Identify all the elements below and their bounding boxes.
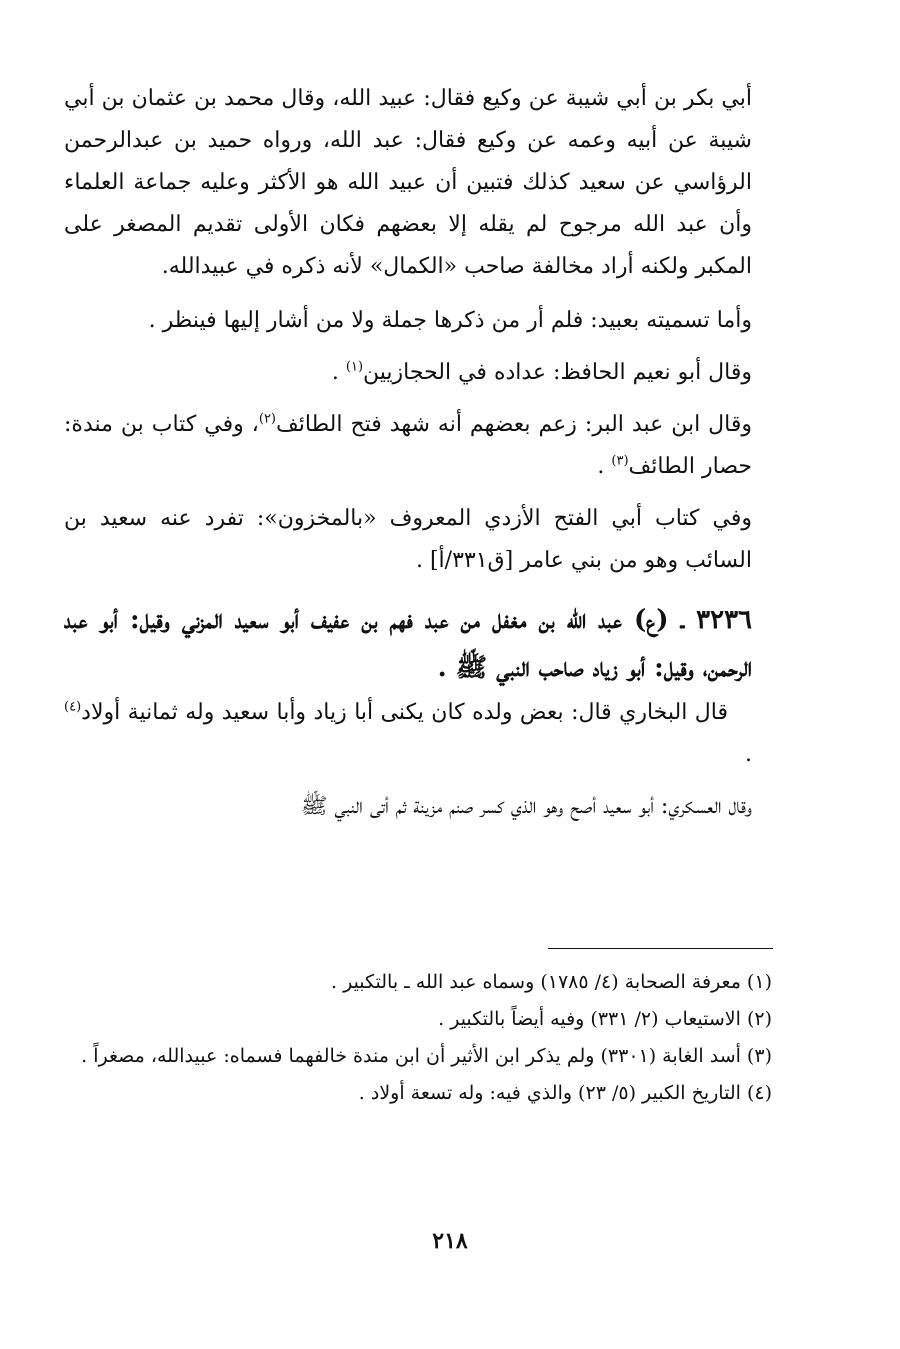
entry-heading: ٣٢٣٦ ـ (ع) عبد الله بن مغفل من عبد فهم بن عفيف أبو سعيد المزني وقيل: أبو عبد الرحمن، وقيل: أبو زياد صاحب النبي ﷺ . [64, 605, 752, 683]
paragraph [64, 692, 752, 776]
main-text [64, 78, 752, 828]
footnote-divider [548, 948, 773, 949]
footnote-ref[interactable]: (٤) [64, 699, 82, 715]
paragraph: وفي كتاب أبي الفتح الأزدي المعروف «بالمخزون»: تفرد عنه سعيد بن السائب وهو من بني عامر [ق٣٣١/أ] . [64, 506, 752, 573]
paragraph: أبي بكر بن أبي شيبة عن وكيع فقال: عبيد الله، وقال محمد بن عثمان بن أبي شيبة عن أبيه وعمه عن وكيع فقال: عبد الله، ورواه حميد بن عبدالرحمن الرؤاسي عن سعيد كذلك فتبين أن عبيد الله هو الأكثر وعليه جماعة العلماء وأن عبد الله مرجوح لم يقله إلا بعضهم فكان الأولى تقديم المصغر على المكبر ولكنه أراد مخالفة صاحب «الكمال» لأنه ذكره في عبيدالله. [64, 86, 752, 279]
footnote-ref[interactable]: (٣) [611, 453, 629, 469]
paragraph: وأما تسميته بعبيد: فلم أر من ذكرها جملة ولا من أشار إليها فينظر . [148, 308, 752, 333]
paragraph-text: قال البخاري قال: بعض ولده كان يكنى أبا زياد وأبا سعيد وله ثمانية أولاد [81, 700, 728, 725]
paragraph [64, 404, 752, 488]
paragraph-end: . [745, 742, 752, 767]
footnote: (٤) التاريخ الكبير (٥/ ٢٣) والذي فيه: وله تسعة أولاد . [358, 1082, 772, 1104]
footnote-ref[interactable]: (١) [345, 359, 364, 375]
paragraph-text: وقال أبو نعيم الحافظ: عداده في الحجازيين [363, 360, 752, 385]
page-number: ٢١٨ [432, 1228, 468, 1254]
footnotes [64, 966, 772, 1114]
footnote: (٢) الاستيعاب (٢/ ٣٣١) وفيه أيضاً بالتكبير . [438, 1008, 772, 1030]
paragraph [64, 352, 752, 394]
paragraph-end: . [597, 454, 612, 479]
footnote: (١) معرفة الصحابة (٤/ ١٧٨٥) وسماه عبد الله ـ بالتكبير . [331, 971, 772, 993]
footnote: (٣) أسد الغابة (٣٣٠١) ولم يذكر ابن الأثير أن ابن مندة خالفهما فسماه: عبيدالله، مصغراً . [81, 1045, 772, 1067]
paragraph: وقال العسكري: أبو سعيد أصح وهو الذي كسر صنم مزينة ثم أتى النبي ﷺ [300, 794, 752, 819]
footnote-ref[interactable]: (٢) [258, 411, 276, 427]
paragraph-text: ، وفي كتاب بن مندة: حصار الطائف [64, 412, 752, 479]
paragraph-text: وقال ابن عبد البر: زعم بعضهم أنه شهد فتح الطائف [276, 412, 753, 437]
paragraph-end: . [331, 360, 346, 385]
